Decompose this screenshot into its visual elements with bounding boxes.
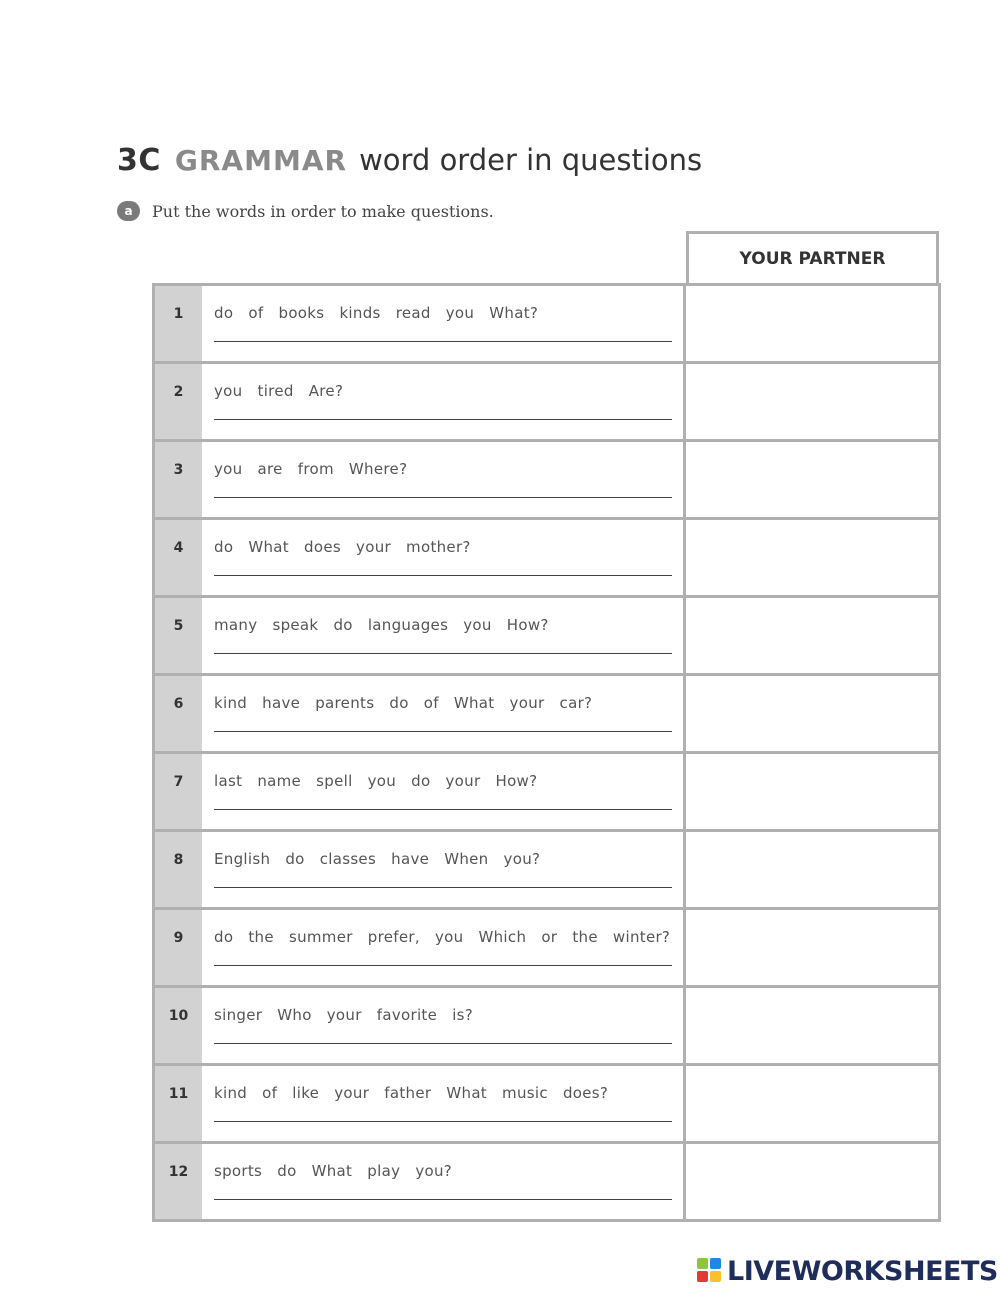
question-number: 12 xyxy=(155,1144,202,1219)
answer-line[interactable] xyxy=(214,965,672,966)
answer-line[interactable] xyxy=(214,809,672,810)
scrambled-words: singer Who your favorite is? xyxy=(214,1006,474,1024)
scrambled-words: many speak do languages you How? xyxy=(214,616,549,634)
partner-answer-cell[interactable] xyxy=(686,754,938,829)
instruction-text: Put the words in order to make questions. xyxy=(152,201,494,221)
scrambled-words: do the summer prefer, you Which or the winter? xyxy=(214,928,671,946)
question-cell xyxy=(202,286,686,361)
answer-line[interactable] xyxy=(214,1043,672,1044)
question-row xyxy=(155,832,938,910)
section-name: GRAMMAR xyxy=(174,144,348,177)
logo-cubes-icon xyxy=(697,1258,723,1284)
lesson-code: 3C xyxy=(117,143,161,178)
answer-line[interactable] xyxy=(214,575,672,576)
partner-answer-cell[interactable] xyxy=(686,520,938,595)
question-cell xyxy=(202,442,686,517)
question-number: 7 xyxy=(155,754,202,829)
scrambled-words: English do classes have When you? xyxy=(214,850,541,868)
logo-cube xyxy=(697,1258,708,1269)
question-number: 1 xyxy=(155,286,202,361)
question-row xyxy=(155,442,938,520)
question-number: 6 xyxy=(155,676,202,751)
logo-cube xyxy=(710,1271,721,1282)
scrambled-words: do of books kinds read you What? xyxy=(214,304,539,322)
partner-answer-cell[interactable] xyxy=(686,442,938,517)
partner-column-header: YOUR PARTNER xyxy=(686,231,939,283)
question-row xyxy=(155,520,938,598)
question-number: 10 xyxy=(155,988,202,1063)
question-number: 2 xyxy=(155,364,202,439)
questions-table xyxy=(152,283,941,1222)
question-number: 3 xyxy=(155,442,202,517)
partner-answer-cell[interactable] xyxy=(686,1066,938,1141)
question-cell xyxy=(202,988,686,1063)
scrambled-words: do What does your mother? xyxy=(214,538,471,556)
logo-text: LIVEWORKSHEETS xyxy=(727,1255,998,1287)
partner-answer-cell[interactable] xyxy=(686,910,938,985)
question-row xyxy=(155,910,938,988)
page-title xyxy=(117,140,702,181)
question-row xyxy=(155,286,938,364)
question-cell xyxy=(202,598,686,673)
question-cell xyxy=(202,910,686,985)
question-number: 8 xyxy=(155,832,202,907)
question-cell xyxy=(202,520,686,595)
question-row xyxy=(155,988,938,1066)
question-cell xyxy=(202,1066,686,1141)
question-cell xyxy=(202,1144,686,1219)
answer-line[interactable] xyxy=(214,341,672,342)
answer-line[interactable] xyxy=(214,887,672,888)
partner-answer-cell[interactable] xyxy=(686,364,938,439)
answer-line[interactable] xyxy=(214,419,672,420)
partner-answer-cell[interactable] xyxy=(686,832,938,907)
scrambled-words: you are from Where? xyxy=(214,460,408,478)
partner-answer-cell[interactable] xyxy=(686,598,938,673)
answer-line[interactable] xyxy=(214,1199,672,1200)
instruction xyxy=(117,198,494,224)
partner-answer-cell[interactable] xyxy=(686,988,938,1063)
scrambled-words: kind of like your father What music does? xyxy=(214,1084,609,1102)
question-cell xyxy=(202,754,686,829)
answer-line[interactable] xyxy=(214,653,672,654)
question-row xyxy=(155,598,938,676)
scrambled-words: kind have parents do of What your car? xyxy=(214,694,593,712)
question-cell xyxy=(202,832,686,907)
liveworksheets-logo xyxy=(697,1254,998,1288)
question-number: 5 xyxy=(155,598,202,673)
logo-cube xyxy=(697,1271,708,1282)
question-number: 11 xyxy=(155,1066,202,1141)
question-row xyxy=(155,676,938,754)
answer-line[interactable] xyxy=(214,497,672,498)
scrambled-words: last name spell you do your How? xyxy=(214,772,538,790)
question-row xyxy=(155,1144,938,1219)
question-row xyxy=(155,1066,938,1144)
question-number: 4 xyxy=(155,520,202,595)
question-row xyxy=(155,754,938,832)
question-cell xyxy=(202,676,686,751)
answer-line[interactable] xyxy=(214,1121,672,1122)
question-cell xyxy=(202,364,686,439)
question-number: 9 xyxy=(155,910,202,985)
logo-cube xyxy=(710,1258,721,1269)
scrambled-words: sports do What play you? xyxy=(214,1162,453,1180)
exercise-badge: a xyxy=(117,201,140,221)
scrambled-words: you tired Are? xyxy=(214,382,344,400)
answer-line[interactable] xyxy=(214,731,672,732)
partner-answer-cell[interactable] xyxy=(686,286,938,361)
question-row xyxy=(155,364,938,442)
topic-name: word order in questions xyxy=(359,143,703,177)
partner-answer-cell[interactable] xyxy=(686,676,938,751)
partner-answer-cell[interactable] xyxy=(686,1144,938,1219)
